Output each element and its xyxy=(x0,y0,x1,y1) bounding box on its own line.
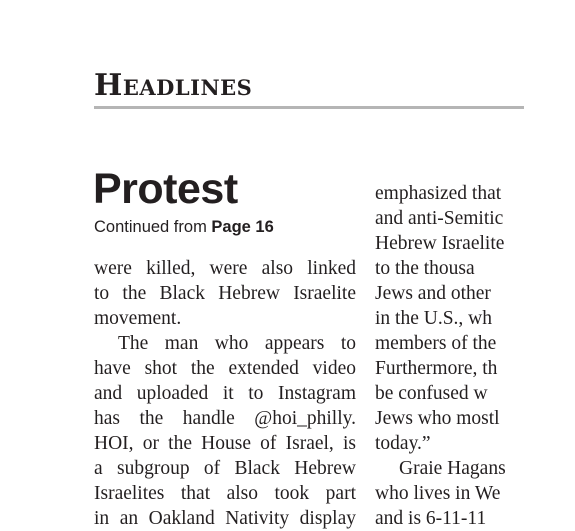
continued-page-reference: Page 16 xyxy=(211,218,274,236)
body-line: members of the xyxy=(375,333,497,354)
body-line: The man who appears to xyxy=(118,333,356,354)
body-line: who lives in We xyxy=(375,483,501,504)
article-column-left xyxy=(94,256,356,531)
body-line: HOI, or the House of Israel, is xyxy=(94,433,356,454)
body-line: to the thousa xyxy=(375,258,475,279)
body-line: Graie Hagans xyxy=(399,458,506,479)
body-line: Hebrew Israelite xyxy=(375,233,505,254)
continued-from-label: Continued from xyxy=(94,218,212,236)
body-line: and is 6-11-11 xyxy=(375,508,487,529)
body-line: Jews and other xyxy=(375,283,491,304)
section-title: Headlines xyxy=(94,68,253,103)
section-divider xyxy=(94,106,524,109)
body-line: Jews who mostl xyxy=(375,408,500,429)
article-headline: Protest xyxy=(93,165,238,213)
body-line: were killed, were also linked xyxy=(94,258,356,279)
body-line: emphasized that xyxy=(375,183,502,204)
body-line: today.” xyxy=(375,433,431,454)
body-line: in the U.S., wh xyxy=(375,308,492,329)
body-line: and anti-Semitic xyxy=(375,208,504,229)
body-line: be confused w xyxy=(375,383,488,404)
body-line: and uploaded it to Instagram xyxy=(94,383,356,404)
body-line: has the handle @hoi_philly. xyxy=(94,408,356,429)
body-line: Israelites that also took part xyxy=(94,483,356,504)
continued-from-line xyxy=(94,216,274,238)
body-line: in an Oakland Nativity display xyxy=(94,508,356,529)
body-line: a subgroup of Black Hebrew xyxy=(94,458,356,479)
article-column-right xyxy=(375,181,575,531)
body-line: have shot the extended video xyxy=(94,358,356,379)
body-line: movement. xyxy=(94,308,182,329)
body-line: Furthermore, th xyxy=(375,358,498,379)
body-line: to the Black Hebrew Israelite xyxy=(94,283,356,304)
